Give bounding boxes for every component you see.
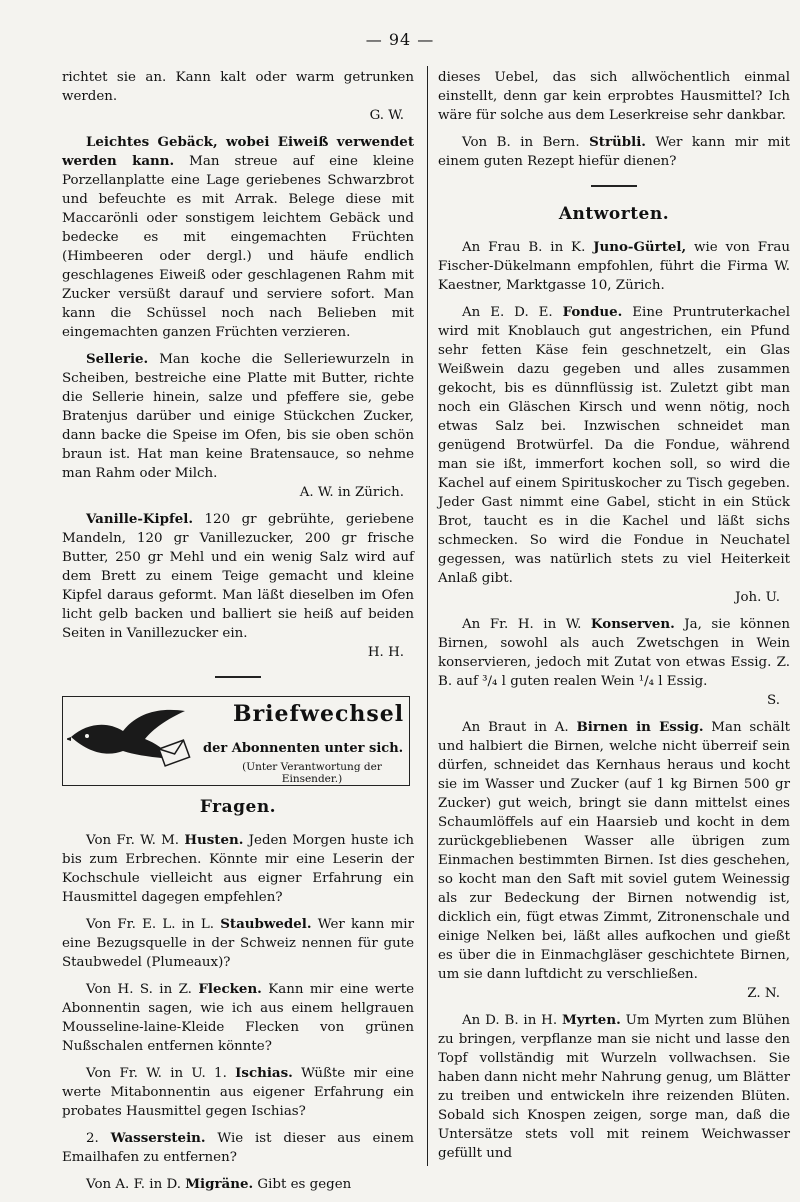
question-ischias xyxy=(62,1064,414,1121)
paragraph-text: richtet sie an. Kann kalt oder warm getrunken werden. xyxy=(62,70,414,104)
answer-topic: Myrten. xyxy=(561,1012,621,1028)
section-heading-fragen: Fragen. xyxy=(199,797,277,817)
briefwechsel-banner xyxy=(62,696,410,786)
answer-topic: Juno-Gürtel, xyxy=(593,239,687,255)
question-topic: Staubwedel. xyxy=(220,916,312,932)
question-topic: Wasserstein. xyxy=(110,1130,206,1146)
answer-birnen-in-essig xyxy=(438,718,790,1003)
banner-subtitle: der Abonnenten unter sich. xyxy=(203,741,404,756)
paragraph-text: Wüßte mir eine werte Mitabonnentin aus eigener Erfahrung ein probates Hausmittel gegen Ischias? xyxy=(62,1066,414,1119)
answer-recipient: An E. D. E. xyxy=(462,305,563,320)
question-husten xyxy=(62,831,414,907)
answer-recipient: An D. B. in H. xyxy=(462,1013,562,1028)
paragraph-text: Man schält und halbiert die Birnen, welche nicht überreif sein dürfen, schneidet das Kernhaus heraus und kocht sie im Wasser und Zucker (auf 1 kg Birnen 500 gr Zucker) gut weich, bringt sie dann mittelst eines Schaumlöffels auf ein Haarsieb und kocht in dem zurückgebliebenen Wasser alle übrigen zum Einmachen bestimmten Birnen. Ist dies geschehen, so kocht man den Saft mit soviel gutem Weinessig als zur Bedeckung der Birnen notwendig ist, dicklich ein, fügt etwas Zimmt, Zitronenschale und einige Nelken bei, läßt alles aufkochen und gießt es über die in Einmachgläser geschichtete Birnen, um sie dann luftdicht zu verschließen. xyxy=(438,720,790,982)
question-topic: Flecken. xyxy=(198,981,262,997)
signature: Joh. U. xyxy=(735,590,780,605)
recipe-sellerie xyxy=(62,350,414,502)
paragraph-text: Jeden Morgen huste ich bis zum Erbrechen. Könnte mir eine Leserin der Kochschule vielleicht aus eigner Erfahrung ein Hausmittel dagegen empfehlen? xyxy=(62,833,414,905)
recipe-end xyxy=(62,68,414,125)
answer-konserven xyxy=(438,615,790,710)
left-column xyxy=(62,68,414,1202)
bird-with-letter-icon xyxy=(67,703,197,779)
paragraph-text: Eine Pruntruterkachel wird mit Knoblauch gut angestrichen, ein Pfund sehr fetten Käse fein geschnetzelt, ein Glas Weißwein dazu gegeben und alles zusammen gekocht, bis es dünnflüssig ist. Zuletzt gibt man noch ein Gläschen Kirsch und wenn nötig, noch etwas Salz bei. Inzwischen schneidet man genügend Brotwürfel. Da die Fondue, während man sie ißt, immerfort kochen soll, so wird die Kachel auf einem Spirituskocher zu Tisch gegeben. Jeder Gast nimmt eine Gabel, sticht in ein Stück Brot, taucht es in die Kachel und läßt sichs schmecken. So wird die Fondue in Neuchatel gegessen, was natürlich stets zu viel Heiterkeit Anlaß gibt. xyxy=(438,305,790,586)
paragraph-text: Wer kann mir mit einem guten Rezept hiefür dienen? xyxy=(438,135,790,169)
question-migraene-continued xyxy=(438,68,790,125)
paragraph-text: Kann mir eine werte Abonnentin sagen, wie ich aus einem hellgrauen Mousseline-laine-Kleide Flecken von grünen Nußschalen entfernen könnte? xyxy=(62,982,415,1054)
paragraph-text: Wie ist dieser aus einem Emailhafen zu entfernen? xyxy=(62,1131,414,1165)
paragraph-text: Gibt es gegen xyxy=(253,1177,352,1192)
signature: G. W. xyxy=(369,108,404,123)
recipe-vanille-kipfel xyxy=(62,510,414,662)
section-heading-antworten: Antworten. xyxy=(558,204,670,224)
answer-recipient: An Braut in A. xyxy=(462,720,577,735)
paragraph-text: Man streue auf eine kleine Porzellanplatte eine Lage geriebenes Schwarzbrot und befeuchte es mit Arrak. Belege diese mit Maccarönli oder sonstigem leichtem Gebäck und bedecke es mit eingemachten Früchten (Himbeeren oder dergl.) und häufe endlich geschlagenes Eiweiß oder geschlagenen Rahm mit Zucker versüßt darauf und serviere sofort. Man kann die Schüssel noch nach Belieben mit eingemachten ganzen Früchten verzieren. xyxy=(62,154,414,340)
answer-recipient: An Frau B. in K. xyxy=(462,240,594,255)
paragraph-text: Wer kann mir eine Bezugsquelle in der Schweiz nennen für gute Staubwedel (Plumeaux)? xyxy=(62,917,414,970)
right-column xyxy=(438,68,790,1171)
answer-myrten xyxy=(438,1011,790,1163)
signature: H. H. xyxy=(367,645,404,660)
question-struebli xyxy=(438,133,790,171)
question-wasserstein xyxy=(62,1129,414,1167)
question-sender: Von B. in Bern. xyxy=(462,135,590,150)
banner-title: Briefwechsel xyxy=(233,701,405,727)
signature: A. W. in Zürich. xyxy=(299,485,404,500)
paragraph-text: dieses Uebel, das sich allwöchentlich einmal einstellt, denn gar kein erprobtes Hausmittel? Ich wäre für solche aus dem Leserkreise sehr dankbar. xyxy=(438,70,790,123)
question-migraene xyxy=(62,1175,414,1194)
question-sender: Von H. S. in Z. xyxy=(86,982,199,997)
signature: Z. N. xyxy=(747,986,780,1001)
column-divider xyxy=(427,66,428,1166)
section-separator xyxy=(215,676,261,678)
paragraph-text: Ja, sie können Birnen, sowohl als auch Zwetschgen in Wein konservieren, jedoch mit Zutat von etwas Essig. Z. B. auf ³/₄ l guten realen Wein ¹/₄ l Essig. xyxy=(438,617,790,689)
paragraph-text: 120 gr gebrühte, geriebene Mandeln, 120 gr Vanillezucker, 200 gr frische Butter, 250 gr Mehl und ein wenig Salz wird auf dem Brett zu einem Teige gemacht und kleine Kipfel daraus geformt. Man läßt dieselben im Ofen licht gelb backen und balliert sie heiß auf beiden Seiten in Vanillezucker ein. xyxy=(62,512,414,641)
question-topic: Migräne. xyxy=(185,1176,254,1192)
question-sender: Von Fr. E. L. in L. xyxy=(86,917,221,932)
answer-fondue xyxy=(438,303,790,607)
question-sender: Von Fr. W. in U. 1. xyxy=(86,1066,236,1081)
paragraph-text: Um Myrten zum Blühen zu bringen, verpflanze man sie nicht und lasse den Topf vollständig mit Wurzeln vollwachsen. Sie haben dann nicht mehr Nahrung genug, um Blätter zu treiben und entwickeln ihre reizenden Blüten. Sobald sich Knospen zeigen, sorge man, daß die Untersätze stets voll mit reinem Weichwasser gefüllt und xyxy=(438,1013,790,1161)
answer-topic: Fondue. xyxy=(562,304,623,320)
recipe-title: Sellerie. xyxy=(86,351,149,367)
answer-topic: Konserven. xyxy=(590,616,675,632)
question-topic: Ischias. xyxy=(235,1065,293,1081)
question-topic: Husten. xyxy=(184,832,244,848)
paragraph-text: wie von Frau Fischer-Dükelmann empfohlen, führt die Firma W. Kaestner, Marktgasse 10, Zürich. xyxy=(438,240,790,293)
question-sender: Von A. F. in D. xyxy=(86,1177,186,1192)
question-staubwedel xyxy=(62,915,414,972)
question-sender: 2. xyxy=(86,1131,111,1146)
recipe-title: Leichtes Gebäck, wobei Eiweiß verwendet werden kann. xyxy=(62,134,414,169)
question-flecken xyxy=(62,980,414,1056)
question-sender: Von Fr. W. M. xyxy=(86,833,185,848)
recipe-title: Vanille-Kipfel. xyxy=(86,511,194,527)
question-topic: Strübli. xyxy=(589,134,646,150)
section-separator xyxy=(591,185,637,187)
answer-recipient: An Fr. H. in W. xyxy=(462,617,591,632)
recipe-leichtes-gebaeck xyxy=(62,133,414,342)
answer-juno-guertel xyxy=(438,238,790,295)
signature: S. xyxy=(767,693,780,708)
answer-topic: Birnen in Essig. xyxy=(576,719,704,735)
paragraph-text: Man koche die Selleriewurzeln in Scheiben, bestreiche eine Platte mit Butter, richte die Sellerie hinein, salze und pfeffere sie, gebe Bratenjus darüber und einige Stückchen Zucker, dann backe die Speise im Ofen, bis sie oben schön braun ist. Hat man keine Bratensauce, so nehme man Rahm oder Milch. xyxy=(62,352,414,481)
page-number: — 94 — xyxy=(365,30,435,49)
banner-note: (Unter Verantwortung der Einsender.) xyxy=(242,761,382,785)
